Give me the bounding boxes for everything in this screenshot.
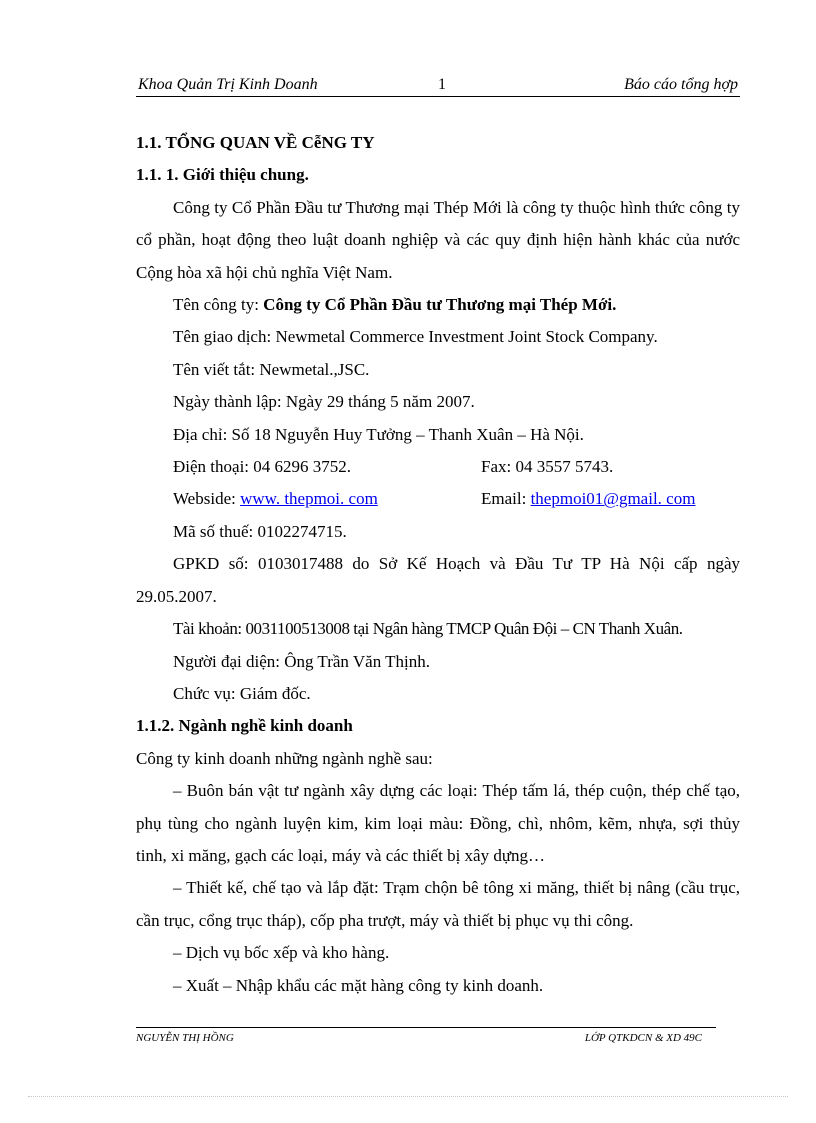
phone-text: Điện thoại: 04 6296 3752. bbox=[173, 457, 352, 477]
footer-author: NGUYỄN THỊ HỒNG bbox=[136, 1032, 234, 1044]
business-license-date: 29.05.2007. bbox=[136, 586, 217, 606]
business-item: – Thiết kế, chế tạo và lắp đặt: Trạm chộn bê tông xi măng, thiết bị nâng (cầu trục, cần trục, cổng trục tháp), cốp pha trượt, máy và thiết bị phục vụ thi công. bbox=[136, 878, 740, 930]
business-license-line: GPKD số: 0103017488 do Sở Kế Hoạch và Đầu Tư TP Hà Nội cấp ngày bbox=[173, 554, 740, 574]
trade-name-line: Tên giao dịch: Newmetal Commerce Investment Joint Stock Company. bbox=[173, 327, 658, 347]
company-name-line bbox=[136, 289, 740, 321]
address-line: Địa chỉ: Số 18 Nguyễn Huy Tưởng – Thanh Xuân – Hà Nội. bbox=[173, 424, 584, 444]
website-label: Webside: bbox=[173, 489, 241, 509]
website-link[interactable]: www. thepmoi. com bbox=[240, 489, 378, 509]
document-body bbox=[136, 127, 740, 1002]
company-name-value: Công ty Cổ Phần Đầu tư Thương mại Thép Mới. bbox=[263, 295, 617, 315]
website-email-line bbox=[136, 483, 740, 515]
representative-line: Người đại diện: Ông Trần Văn Thịnh. bbox=[173, 651, 430, 671]
business-item: – Dịch vụ bốc xếp và kho hàng. bbox=[173, 943, 390, 963]
header-faculty: Khoa Quản Trị Kinh Doanh bbox=[138, 76, 318, 93]
email-group bbox=[481, 483, 695, 515]
header-page-number: 1 bbox=[438, 76, 446, 93]
footer-class: LỚP QTKDCN & XD 49C bbox=[584, 1032, 702, 1044]
page-footer bbox=[136, 1027, 716, 1049]
business-item: – Xuất – Nhập khẩu các mặt hàng công ty kinh doanh. bbox=[173, 975, 544, 995]
business-lead: Công ty kinh doanh những ngành nghề sau: bbox=[136, 748, 433, 768]
phone-fax-line bbox=[136, 451, 740, 483]
position-line: Chức vụ: Giám đốc. bbox=[173, 683, 311, 703]
bank-account-line: Tài khoản: 0031100513008 tại Ngân hàng TMCP Quân Đội – CN Thanh Xuân. bbox=[173, 619, 683, 639]
abbreviation-line: Tên viết tắt: Newmetal.,JSC. bbox=[173, 359, 370, 379]
footer-divider bbox=[136, 1027, 716, 1028]
fax-text: Fax: 04 3557 5743. bbox=[481, 457, 614, 477]
email-link[interactable]: thepmoi01@gmail. com bbox=[530, 489, 696, 509]
intro-paragraph: Công ty Cổ Phần Đầu tư Thương mại Thép Mới là công ty thuộc hình thức công ty cổ phần, hoạt động theo luật doanh nghiệp và các quy định hiện hành khác của nước Cộng hòa xã hội chủ nghĩa Việt Nam. bbox=[136, 197, 740, 282]
email-label: Email: bbox=[481, 489, 531, 509]
heading-business-lines: 1.1.2. Ngành nghề kinh doanh bbox=[136, 716, 353, 736]
heading-general-intro: 1.1. 1. Giới thiệu chung. bbox=[136, 165, 309, 185]
founding-date-line: Ngày thành lập: Ngày 29 tháng 5 năm 2007. bbox=[173, 392, 475, 412]
tax-code-line: Mã số thuế: 0102274715. bbox=[173, 521, 347, 541]
heading-company-overview: 1.1. TỔNG QUAN VỀ CễNG TY bbox=[136, 133, 375, 152]
header-report-title: Báo cáo tổng hợp bbox=[624, 76, 738, 93]
company-name-label: Tên công ty: bbox=[173, 295, 264, 315]
business-item: – Buôn bán vật tư ngành xây dựng các loại: Thép tấm lá, thép cuộn, thép chế tạo, phụ tùng cho ngành luyện kim, kim loại màu: Đồng, chì, nhôm, kẽm, nhựa, sợi thủy tinh, xi măng, gạch các loại, máy và các thiết bị xây dựng… bbox=[136, 781, 740, 865]
page-bottom-dotted-divider bbox=[28, 1096, 788, 1097]
page-header bbox=[136, 76, 740, 97]
